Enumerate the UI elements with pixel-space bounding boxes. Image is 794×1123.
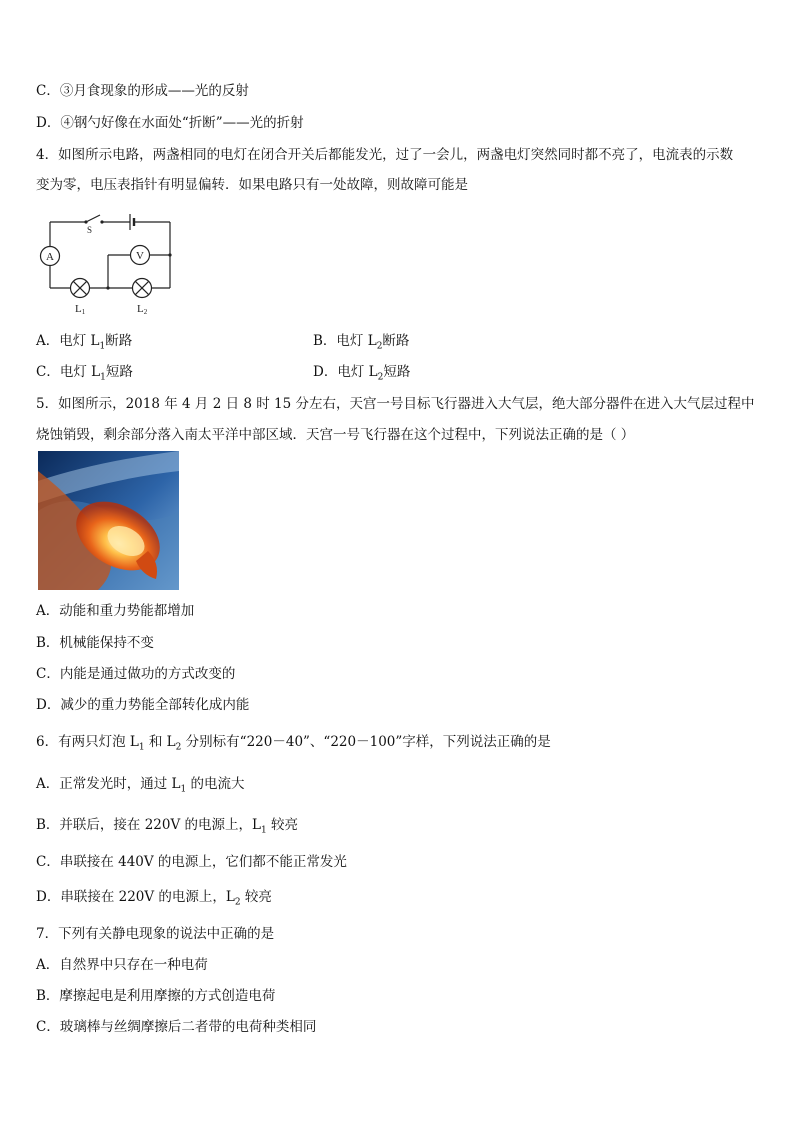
q3-option-c: C．③月食现象的形成——光的反射 bbox=[36, 83, 249, 99]
q3-option-d: D．④钢勺好像在水面处“折断”——光的折射 bbox=[36, 115, 304, 131]
q6-option-a: A．正常发光时，通过 $L_1$ 的电流大 bbox=[36, 776, 245, 795]
junction-node-right bbox=[168, 253, 171, 256]
switch-label: S bbox=[87, 225, 93, 235]
tiangong-reentry-image bbox=[38, 451, 179, 590]
switch-contact-right bbox=[100, 220, 103, 223]
q4-stem-line2: 变为零，电压表指针有明显偏转．如果电路只有一处故障，则故障可能是 bbox=[36, 177, 468, 193]
q6-option-c: C．串联接在 440V 的电源上，它们都不能正常发光 bbox=[36, 854, 347, 870]
q4-option-c: C．电灯 $L_1$短路 bbox=[36, 364, 133, 383]
q5-option-a: A．动能和重力势能都增加 bbox=[36, 603, 195, 619]
q5-option-b: B．机械能保持不变 bbox=[36, 635, 154, 651]
ammeter-label: A bbox=[46, 251, 54, 263]
q4-option-d: D．电灯 $L_2$短路 bbox=[313, 364, 411, 383]
q5-option-d: D．减少的重力势能全部转化成内能 bbox=[36, 697, 250, 713]
q4-stem-line1: 4．如图所示电路，两盏相同的电灯在闭合开关后都能发光，过了一会儿，两盏电灯突然同时都不亮了，电流表的示数 bbox=[36, 147, 734, 163]
lamp2-label: L2 bbox=[137, 303, 148, 316]
q4-circuit-diagram bbox=[38, 212, 178, 317]
q6-option-b: B．并联后，接在 220V 的电源上，$L_1$ 较亮 bbox=[36, 817, 299, 836]
q5-stem-line1: 5．如图所示，2018 年 4 月 2 日 8 时 15 分左右，天宫一号目标飞行器进入大气层，绝大部分器件在进入大气层过程中 bbox=[36, 396, 755, 412]
lamp1-label: L1 bbox=[75, 303, 86, 316]
q5-option-c: C．内能是通过做功的方式改变的 bbox=[36, 666, 236, 682]
q6-stem: 6．有两只灯泡 $L_1$ 和 $L_2$ 分别标有“220－40”、“220－100”字样，下列说法正确的是 bbox=[36, 734, 551, 753]
q7-stem: 7．下列有关静电现象的说法中正确的是 bbox=[36, 926, 275, 942]
junction-node-left bbox=[106, 286, 109, 289]
q7-option-a: A．自然界中只存在一种电荷 bbox=[36, 957, 208, 973]
q7-option-c: C．玻璃棒与丝绸摩擦后二者带的电荷种类相同 bbox=[36, 1019, 317, 1035]
q7-option-b: B．摩擦起电是利用摩擦的方式创造电荷 bbox=[36, 988, 276, 1004]
q4-option-b: B．电灯 $L_2$断路 bbox=[313, 333, 410, 352]
switch-contact-left bbox=[84, 220, 87, 223]
q6-option-d: D．串联接在 220V 的电源上，$L_2$ 较亮 bbox=[36, 889, 272, 908]
q5-stem-line2: 烧蚀销毁，剩余部分落入南太平洋中部区域．天宫一号飞行器在这个过程中，下列说法正确的是（ ） bbox=[36, 427, 635, 443]
q4-option-a: A．电灯 $L_1$断路 bbox=[36, 333, 133, 352]
voltmeter-label: V bbox=[136, 250, 144, 262]
